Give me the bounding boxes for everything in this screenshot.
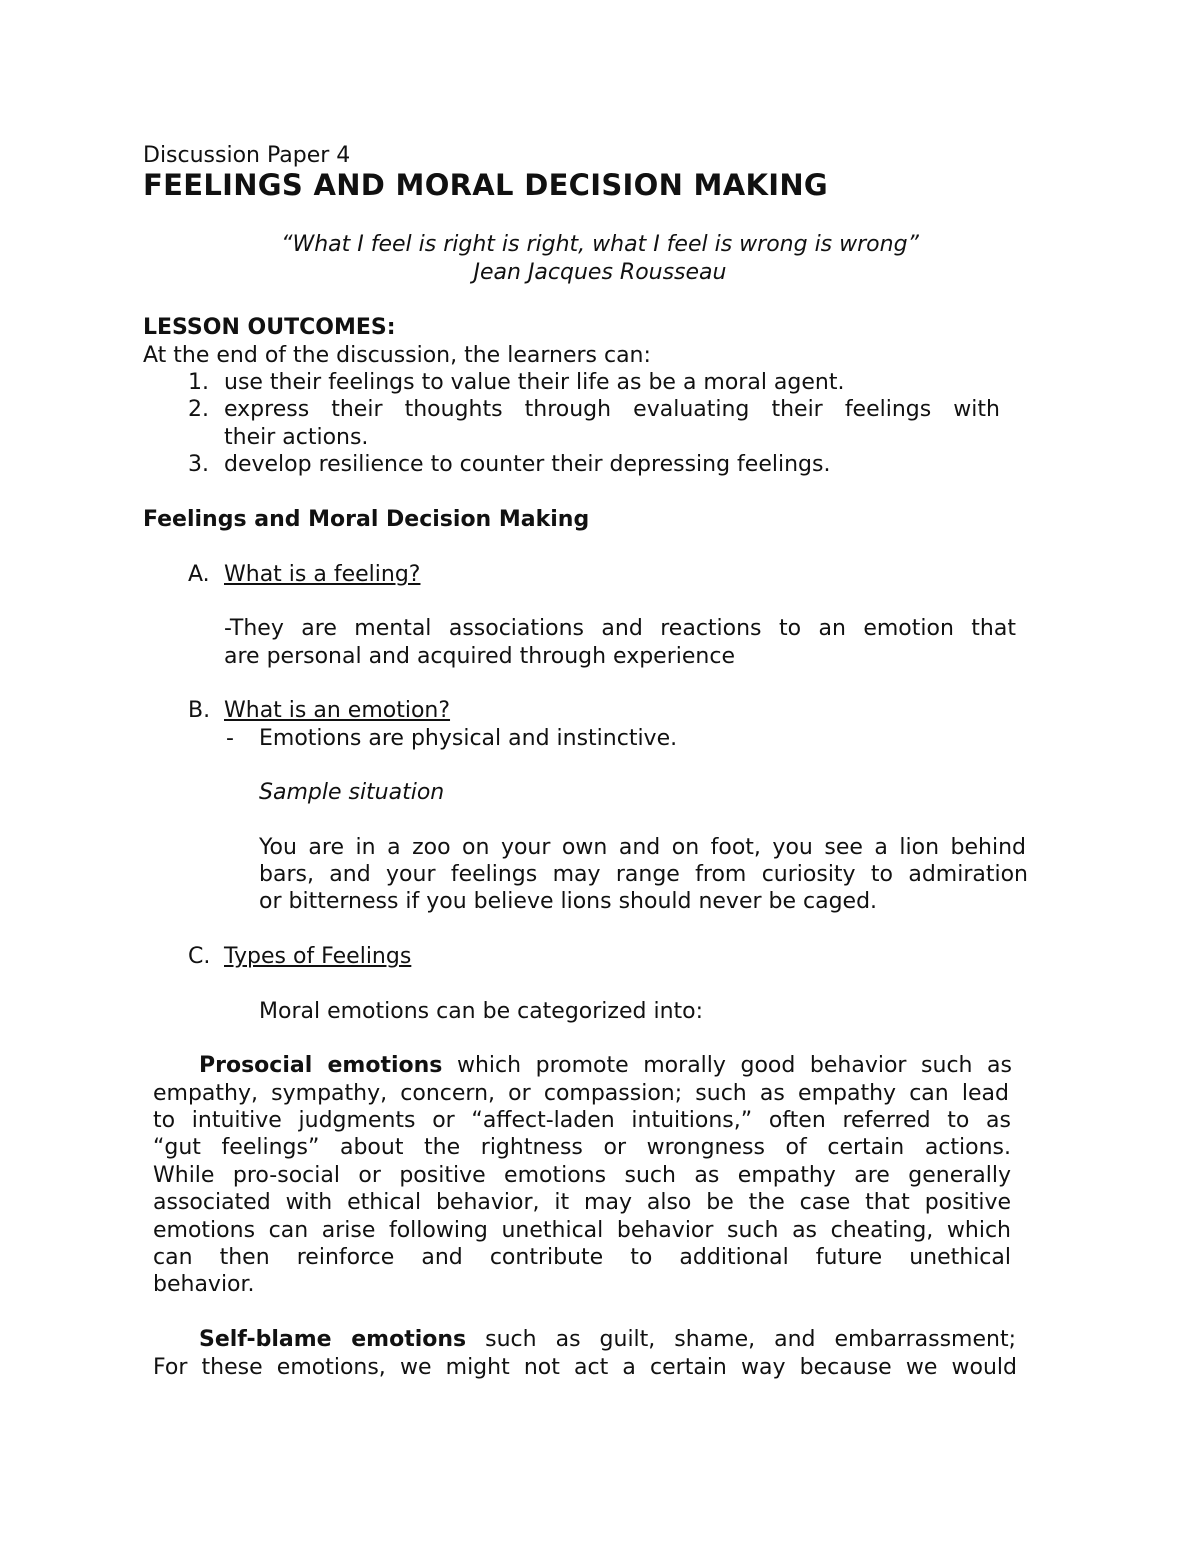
bullet-dash: - [226,726,234,751]
item-c-title: Types of Feelings [224,944,412,969]
outcome-text: use their feelings to value their life as be a moral agent. [224,370,845,395]
prosocial-line: associated with ethical behavior, it may also be the case that positive [153,1190,1011,1215]
prosocial-first-line [199,1053,1012,1078]
outcome-text: express their thoughts through evaluating their feelings with [224,397,1000,422]
item-c-intro: Moral emotions can be categorized into: [259,999,704,1024]
sample-situation-text: bars, and your feelings may range from curiosity to admiration [259,862,1028,887]
outcome-number: 1. [188,370,209,395]
selfblame-first-line-rest: such as guilt, shame, and embarrassment; [466,1327,1016,1352]
section-heading: Feelings and Moral Decision Making [143,507,590,532]
prosocial-line: While pro-social or positive emotions such as empathy are generally [153,1163,1011,1188]
item-letter: B. [188,698,211,723]
outcome-number: 2. [188,397,209,422]
prosocial-line: empathy, sympathy, concern, or compassion; such as empathy can lead [153,1081,1009,1106]
selfblame-term: Self-blame emotions [199,1327,467,1352]
outcomes-heading: LESSON OUTCOMES: [143,315,396,340]
prosocial-line: to intuitive judgments or “affect-laden intuitions,” often referred to as [153,1108,1011,1133]
item-letter: C. [188,944,211,969]
prosocial-first-line-rest: which promote morally good behavior such as [442,1053,1013,1078]
outcome-number: 3. [188,452,209,477]
prosocial-term: Prosocial emotions [199,1053,443,1078]
item-letter: A. [188,562,210,587]
item-a-definition: -They are mental associations and reactions to an emotion that [224,616,1016,641]
item-b-bullet: Emotions are physical and instinctive. [259,726,678,751]
sample-situation-label: Sample situation [259,780,445,805]
epigraph-quote: “What I feel is right is right, what I feel is wrong is wrong” [281,232,919,257]
prosocial-line: behavior. [153,1272,255,1297]
sample-situation-text: You are in a zoo on your own and on foot, you see a lion behind [259,835,1026,860]
outcomes-intro: At the end of the discussion, the learners can: [143,343,651,368]
prosocial-line: can then reinforce and contribute to additional future unethical [153,1245,1011,1270]
prosocial-line: “gut feelings” about the rightness or wrongness of certain actions. [153,1135,1011,1160]
document-title: FEELINGS AND MORAL DECISION MAKING [143,168,828,202]
selfblame-line: For these emotions, we might not act a certain way because we would [153,1355,1017,1380]
outcome-text: develop resilience to counter their depressing feelings. [224,452,831,477]
document-subtitle: Discussion Paper 4 [143,143,351,168]
epigraph-author: Jean Jacques Rousseau [473,260,727,285]
item-a-definition-continued: are personal and acquired through experience [224,644,735,669]
prosocial-line: emotions can arise following unethical behavior such as cheating, which [153,1218,1011,1243]
item-a-title: What is a feeling? [224,562,421,587]
outcome-text-continued: their actions. [224,425,369,450]
sample-situation-text: or bitterness if you believe lions should never be caged. [259,889,878,914]
item-b-title: What is an emotion? [224,698,451,723]
selfblame-first-line [199,1327,1016,1352]
